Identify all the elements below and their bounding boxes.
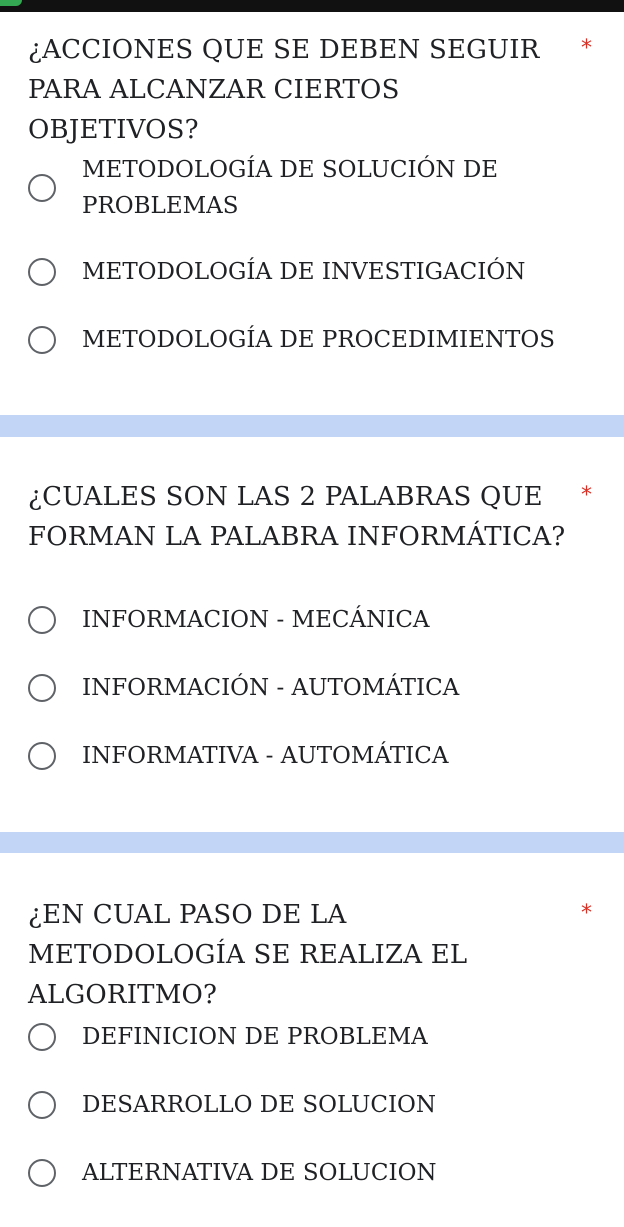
required-asterisk: * xyxy=(581,901,592,926)
radio-button[interactable] xyxy=(28,606,56,634)
radio-button[interactable] xyxy=(28,258,56,286)
required-asterisk: * xyxy=(581,36,592,61)
question-title: ¿CUALES SON LAS 2 PALABRAS QUE FORMAN LA PALABRA INFORMÁTICA? xyxy=(28,482,566,552)
option-label: ALTERNATIVA DE SOLUCION xyxy=(82,1160,437,1186)
option-label: METODOLOGÍA DE INVESTIGACIÓN xyxy=(82,259,526,285)
radio-option[interactable] xyxy=(0,252,624,292)
option-label: DESARROLLO DE SOLUCION xyxy=(82,1092,437,1118)
radio-option[interactable] xyxy=(0,152,624,224)
radio-option[interactable] xyxy=(0,736,624,776)
radio-button[interactable] xyxy=(28,1159,56,1187)
radio-button[interactable] xyxy=(28,326,56,354)
radio-option[interactable] xyxy=(0,668,624,708)
question-card-2 xyxy=(0,437,624,832)
option-label: METODOLOGÍA DE PROCEDIMIENTOS xyxy=(82,327,555,353)
radio-button[interactable] xyxy=(28,1091,56,1119)
question-title: ¿EN CUAL PASO DE LA METODOLOGÍA SE REALIZA EL ALGORITMO? xyxy=(28,900,468,1010)
radio-option[interactable] xyxy=(0,1153,624,1193)
question-title: ¿ACCIONES QUE SE DEBEN SEGUIR PARA ALCANZAR CIERTOS OBJETIVOS? xyxy=(28,35,540,145)
required-asterisk: * xyxy=(581,483,592,508)
question-card-3 xyxy=(0,853,624,1227)
radio-option[interactable] xyxy=(0,1017,624,1057)
option-label: DEFINICION DE PROBLEMA xyxy=(82,1024,428,1050)
option-label: INFORMACION - MECÁNICA xyxy=(82,607,430,633)
option-label: INFORMATIVA - AUTOMÁTICA xyxy=(82,743,449,769)
status-bar xyxy=(0,0,624,12)
accent-indicator xyxy=(0,0,22,6)
radio-button[interactable] xyxy=(28,1023,56,1051)
radio-option[interactable] xyxy=(0,1085,624,1125)
option-label: METODOLOGÍA DE SOLUCIÓN DE PROBLEMAS xyxy=(82,157,499,219)
radio-option[interactable] xyxy=(0,600,624,640)
question-card-1 xyxy=(0,12,624,415)
radio-option[interactable] xyxy=(0,320,624,360)
radio-button[interactable] xyxy=(28,174,56,202)
option-label: INFORMACIÓN - AUTOMÁTICA xyxy=(82,675,460,701)
radio-button[interactable] xyxy=(28,742,56,770)
radio-button[interactable] xyxy=(28,674,56,702)
